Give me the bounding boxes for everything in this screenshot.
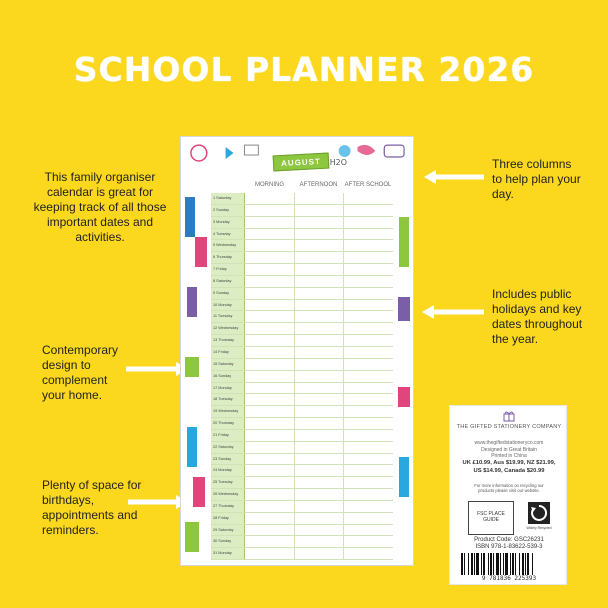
day-cell	[245, 501, 295, 512]
barcode-bar	[468, 553, 469, 575]
day-cell	[245, 347, 295, 358]
month-banner: AUGUST	[273, 153, 330, 172]
pencil-icon	[395, 177, 413, 566]
barcode-bar	[493, 553, 494, 575]
day-cell	[344, 359, 393, 370]
table-row	[211, 335, 393, 347]
day-label: 21 Friday	[211, 430, 245, 441]
recycle-note-line: For more information on recycling our	[474, 483, 544, 488]
day-cell	[245, 276, 295, 287]
table-row	[211, 347, 393, 359]
day-label: 4 Tuesday	[211, 229, 245, 240]
table-row	[211, 371, 393, 383]
day-cell	[295, 347, 345, 358]
table-row	[211, 525, 393, 537]
table-row	[211, 359, 393, 371]
prices-line: US $14.99, Canada $20.99	[473, 467, 545, 474]
day-cell	[245, 359, 295, 370]
table-row	[211, 406, 393, 418]
arrow-right-icon	[126, 362, 188, 376]
day-cell	[245, 335, 295, 346]
calendar-preview	[180, 136, 414, 566]
day-cell	[344, 383, 393, 394]
pencil-icon	[181, 177, 211, 566]
barcode-bar	[461, 553, 463, 575]
day-label: 22 Saturday	[211, 442, 245, 453]
day-cell	[245, 300, 295, 311]
day-cell	[245, 252, 295, 263]
day-cell	[245, 477, 295, 488]
day-cell	[295, 383, 345, 394]
product-code: Product Code: GSC26231	[474, 537, 544, 543]
day-cell	[245, 513, 295, 524]
product-info-card	[449, 405, 567, 585]
table-row	[211, 477, 393, 489]
day-cell	[295, 406, 345, 417]
svg-text:H2O: H2O	[329, 157, 347, 167]
day-label: 10 Monday	[211, 300, 245, 311]
day-cell	[295, 217, 345, 228]
barcode-bar	[481, 553, 482, 575]
day-cell	[295, 548, 345, 559]
barcode-bar	[474, 553, 475, 575]
day-label: 8 Saturday	[211, 276, 245, 287]
day-cell	[295, 477, 345, 488]
note-three-columns: Three columns to help plan your day.	[492, 157, 581, 201]
day-cell	[245, 264, 295, 275]
day-cell	[245, 418, 295, 429]
day-cell	[245, 193, 295, 204]
day-cell	[295, 205, 345, 216]
day-cell	[295, 525, 345, 536]
barcode-bar	[519, 553, 520, 575]
day-label: 29 Saturday	[211, 525, 245, 536]
day-cell	[344, 347, 393, 358]
day-cell	[344, 489, 393, 500]
day-cell	[245, 536, 295, 547]
day-cell	[295, 359, 345, 370]
day-label: 27 Thursday	[211, 501, 245, 512]
day-label: 31 Monday	[211, 548, 245, 559]
recycle-note	[450, 483, 568, 493]
day-label: 17 Monday	[211, 383, 245, 394]
gift-icon	[503, 410, 515, 422]
day-cell	[245, 205, 295, 216]
day-cell	[344, 513, 393, 524]
day-cell	[344, 371, 393, 382]
table-row	[211, 193, 393, 205]
barcode-digits: 9 781836 225393	[481, 575, 537, 582]
day-cell	[295, 371, 345, 382]
day-cell	[344, 205, 393, 216]
table-row	[211, 548, 393, 560]
table-row	[211, 394, 393, 406]
day-label: 25 Tuesday	[211, 477, 245, 488]
barcode-bar	[505, 553, 508, 575]
day-cell	[344, 501, 393, 512]
column-header-after-school: AFTER SCHOOL	[344, 182, 392, 188]
table-row	[211, 264, 393, 276]
day-cell	[344, 465, 393, 476]
page-title: SCHOOL PLANNER 2026	[73, 50, 535, 89]
day-cell	[344, 548, 393, 559]
day-cell	[295, 418, 345, 429]
prices-line: UK £10.99, Aus $19.99, NZ $21.99,	[462, 460, 556, 466]
day-label: 20 Thursday	[211, 418, 245, 429]
day-cell	[295, 229, 345, 240]
note-space: Plenty of space for birthdays, appointments and reminders.	[42, 478, 142, 537]
table-row	[211, 513, 393, 525]
day-cell	[344, 240, 393, 251]
table-row	[211, 489, 393, 501]
day-rows	[211, 193, 393, 560]
day-cell	[245, 229, 295, 240]
day-cell	[295, 394, 345, 405]
barcode-bar	[471, 553, 473, 575]
day-cell	[344, 276, 393, 287]
day-label: 23 Sunday	[211, 454, 245, 465]
day-cell	[344, 430, 393, 441]
day-cell	[245, 323, 295, 334]
day-cell	[245, 430, 295, 441]
designed-in: Designed in Great Britain	[481, 446, 537, 453]
day-cell	[344, 394, 393, 405]
day-cell	[245, 442, 295, 453]
day-label: 9 Sunday	[211, 288, 245, 299]
day-cell	[295, 240, 345, 251]
day-label: 30 Sunday	[211, 536, 245, 547]
day-label: 12 Wednesday	[211, 323, 245, 334]
barcode-bar	[496, 553, 499, 575]
table-row	[211, 418, 393, 430]
barcode-bar	[512, 553, 514, 575]
day-cell	[344, 536, 393, 547]
day-cell	[245, 383, 295, 394]
arrow-left-icon	[424, 170, 484, 184]
day-label: 24 Monday	[211, 465, 245, 476]
day-cell	[245, 311, 295, 322]
recycle-label: Widely Recycled	[526, 526, 552, 530]
barcode-bar	[515, 553, 516, 575]
website: www.thegiftedstationeryco.com	[474, 440, 544, 446]
day-cell	[295, 288, 345, 299]
barcode-bar	[525, 553, 526, 575]
day-label: 14 Friday	[211, 347, 245, 358]
barcode-bar	[532, 553, 533, 575]
barcode-bar	[522, 553, 524, 575]
day-label: 7 Friday	[211, 264, 245, 275]
day-label: 5 Wednesday	[211, 240, 245, 251]
isbn: ISBN 978-1-83622-539-3	[475, 544, 543, 550]
day-cell	[295, 489, 345, 500]
barcode-bar	[464, 553, 465, 575]
day-cell	[344, 300, 393, 311]
day-cell	[344, 217, 393, 228]
day-label: 16 Sunday	[211, 371, 245, 382]
day-cell	[295, 323, 345, 334]
arrow-left-icon	[422, 305, 484, 319]
day-cell	[245, 548, 295, 559]
table-row	[211, 383, 393, 395]
day-cell	[245, 288, 295, 299]
day-cell	[295, 536, 345, 547]
day-cell	[344, 311, 393, 322]
table-row	[211, 311, 393, 323]
day-cell	[245, 240, 295, 251]
note-holidays: Includes public holidays and key dates throughout the year.	[492, 287, 583, 346]
table-row	[211, 454, 393, 466]
day-cell	[295, 252, 345, 263]
table-row	[211, 323, 393, 335]
day-cell	[295, 193, 345, 204]
day-cell	[344, 477, 393, 488]
day-label: 19 Wednesday	[211, 406, 245, 417]
table-row	[211, 276, 393, 288]
day-label: 28 Friday	[211, 513, 245, 524]
table-row	[211, 229, 393, 241]
day-cell	[245, 406, 295, 417]
printed-in: Printed in China	[491, 453, 527, 459]
brand-name: THE GIFTED STATIONERY COMPANY	[456, 424, 562, 430]
table-row	[211, 501, 393, 513]
prices	[454, 460, 564, 475]
day-cell	[344, 406, 393, 417]
table-row	[211, 300, 393, 312]
table-row	[211, 217, 393, 229]
day-label: 6 Thursday	[211, 252, 245, 263]
day-cell	[344, 525, 393, 536]
barcode-bar	[488, 553, 489, 575]
fsc-label: FSC PLACE GUIDE	[468, 501, 514, 535]
barcode-bar	[483, 553, 485, 575]
table-row	[211, 536, 393, 548]
day-cell	[295, 311, 345, 322]
day-cell	[295, 454, 345, 465]
day-cell	[344, 442, 393, 453]
barcode-bar	[510, 553, 511, 575]
barcode-bar	[527, 553, 529, 575]
day-cell	[295, 501, 345, 512]
day-cell	[344, 288, 393, 299]
table-row	[211, 252, 393, 264]
day-cell	[344, 193, 393, 204]
day-cell	[295, 513, 345, 524]
day-label: 1 Saturday	[211, 193, 245, 204]
day-label: 26 Wednesday	[211, 489, 245, 500]
day-cell	[344, 264, 393, 275]
note-intro: This family organiser calendar is great for keeping track of all those important dates and activities.	[33, 170, 167, 244]
day-label: 11 Tuesday	[211, 311, 245, 322]
barcode-bar	[490, 553, 492, 575]
day-label: 3 Monday	[211, 217, 245, 228]
day-cell	[344, 229, 393, 240]
day-label: 15 Saturday	[211, 359, 245, 370]
table-row	[211, 442, 393, 454]
day-cell	[295, 264, 345, 275]
table-row	[211, 465, 393, 477]
table-row	[211, 430, 393, 442]
day-cell	[344, 335, 393, 346]
arrow-right-icon	[128, 495, 188, 509]
day-cell	[245, 394, 295, 405]
column-header-afternoon: AFTERNOON	[299, 182, 338, 188]
barcode-bar	[476, 553, 479, 575]
day-cell	[344, 454, 393, 465]
note-contemporary: Contemporary design to complement your home.	[42, 343, 119, 402]
day-cell	[295, 430, 345, 441]
table-row	[211, 288, 393, 300]
column-header-morning: MORNING	[255, 182, 284, 188]
day-cell	[245, 217, 295, 228]
barcode	[461, 553, 557, 575]
day-cell	[245, 454, 295, 465]
product-codes	[450, 537, 568, 551]
barcode-bar	[503, 553, 504, 575]
day-cell	[344, 418, 393, 429]
table-row	[211, 205, 393, 217]
table-row	[211, 240, 393, 252]
brand-info	[450, 440, 568, 460]
day-label: 2 Sunday	[211, 205, 245, 216]
barcode-bar	[500, 553, 501, 575]
day-label: 13 Thursday	[211, 335, 245, 346]
day-cell	[295, 442, 345, 453]
day-cell	[295, 465, 345, 476]
day-cell	[295, 300, 345, 311]
day-cell	[344, 252, 393, 263]
day-cell	[344, 323, 393, 334]
day-cell	[245, 371, 295, 382]
day-cell	[245, 525, 295, 536]
day-label: 18 Tuesday	[211, 394, 245, 405]
recycle-note-line: products please visit our website.	[478, 488, 540, 494]
day-cell	[295, 335, 345, 346]
day-cell	[245, 489, 295, 500]
day-cell	[245, 465, 295, 476]
day-cell	[295, 276, 345, 287]
